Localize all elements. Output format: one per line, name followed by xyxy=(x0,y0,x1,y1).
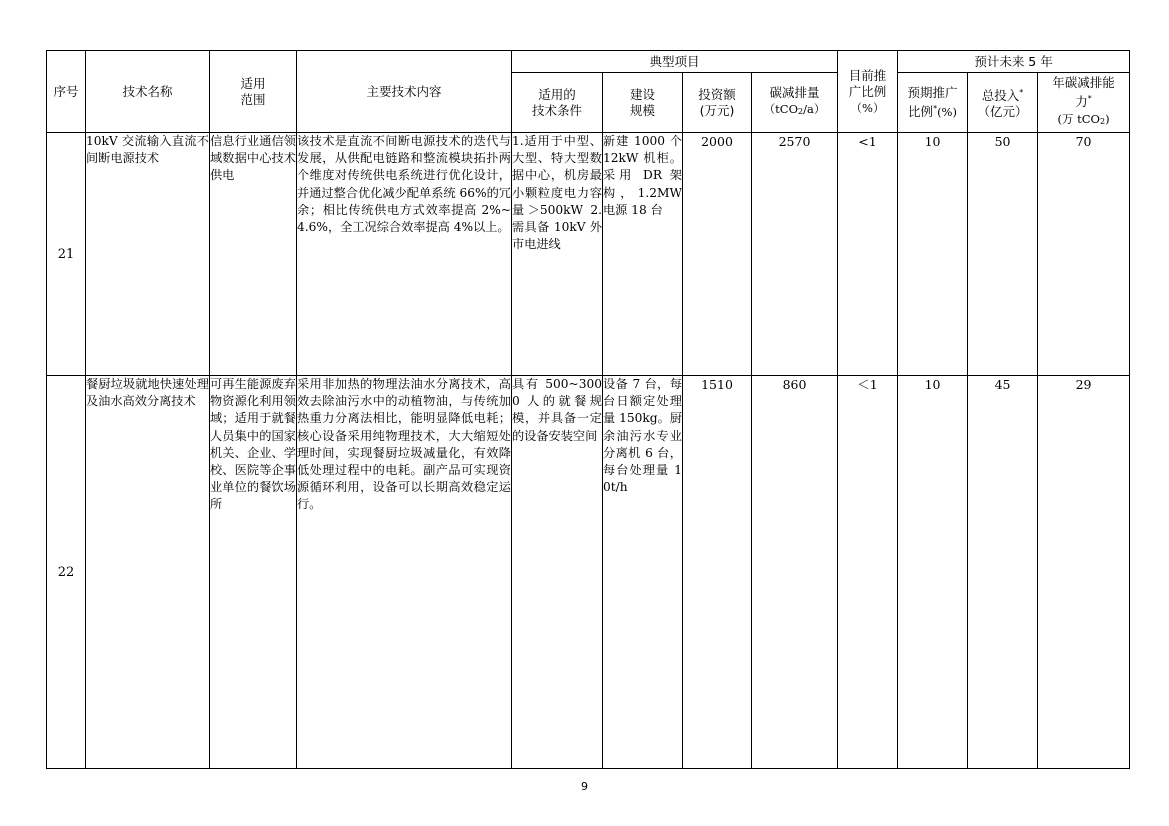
header-future: 预计未来 5 年 xyxy=(898,51,1130,73)
row-annual-reduction: 70 xyxy=(1038,133,1130,376)
row-current-ratio: ＜1 xyxy=(838,376,898,769)
row-total-investment: 50 xyxy=(968,133,1038,376)
header-carbon-line2: （tCO$_2$/a） xyxy=(763,102,826,116)
row-content: 采用非加热的物理法油水分离技术，高效去除油污水中的动植物油，与传统加热重力分离法相比，能明显降低电耗；核心设备采用纯物理技术，大大缩短处理时间，实现餐厨垃圾减量化，有效降低处理过程中的电耗。副产品可实现资源循环利用，设备可以长期高效稳定运行。 xyxy=(297,376,512,769)
table-row xyxy=(47,376,1130,769)
header-typical: 典型项目 xyxy=(512,51,838,73)
row-scale: 新建 1000 个 12kW 机柜。采用 DR 架构，1.2MW 电源 18 台 xyxy=(603,133,683,376)
header-current-line2: 广比例 xyxy=(848,83,887,99)
row-scale: 设备 7 台，每台日额定处理量 150kg。厨余油污水专业分离机 6 台，每台处理量 10t/h xyxy=(603,376,683,769)
header-investment xyxy=(683,73,752,133)
row-content: 该技术是直流不间断电源技术的迭代与发展，从供配电链路和整流模块拓扑两个维度对传统供电系统进行优化设计，并通过整合优化减少配单系统 66%的冗余；相比传统供电方式效率提高 2%~4.6%，全工况综合效率提高 4%以上。 xyxy=(297,133,512,376)
header-investment-line2: (万元) xyxy=(699,102,735,118)
header-scope-line2: 范围 xyxy=(240,91,266,107)
header-annual-line2: 力* xyxy=(1075,94,1092,110)
page-number: 9 xyxy=(581,780,588,793)
row-conditions: 1.适用于中型、大型、特大型数据中心，机房最小颗粒度电力容量＞500kW 2. 需具备 10kV 外市电进线 xyxy=(512,133,603,376)
header-carbon-line1: 碳减排量 xyxy=(769,85,820,100)
row-scope: 信息行业通信领域数据中心技术供电 xyxy=(210,133,297,376)
header-annual-line1: 年碳减排能 xyxy=(1052,75,1115,91)
row-investment: 1510 xyxy=(683,376,752,769)
row-expected-ratio: 10 xyxy=(898,133,968,376)
row-conditions: 具有 500~3000 人的就餐规模，并具备一定的设备安装空间 xyxy=(512,376,603,769)
row-carbon: 2570 xyxy=(752,133,838,376)
header-scale-line2: 规模 xyxy=(629,102,655,118)
header-expected-line2: 比例*(%) xyxy=(908,103,957,120)
header-investment-line1: 投资额 xyxy=(698,86,736,102)
row-investment: 2000 xyxy=(683,133,752,376)
header-expected-line1: 预期推广 xyxy=(907,84,958,100)
header-expected-ratio xyxy=(898,73,968,133)
header-current-line3: （%） xyxy=(850,100,885,115)
row-current-ratio: <1 xyxy=(838,133,898,376)
row-scope: 可再生能源废弃物资源化利用领域；适用于就餐人员集中的国家机关、企业、学校、医院等企事业单位的餐饮场所 xyxy=(210,376,297,769)
row-seq: 21 xyxy=(47,133,86,376)
row-carbon: 860 xyxy=(752,376,838,769)
header-row-1 xyxy=(47,51,1130,73)
header-carbon xyxy=(752,73,838,133)
header-total-line1: 总投入* xyxy=(981,87,1024,104)
row-expected-ratio: 10 xyxy=(898,376,968,769)
header-seq: 序号 xyxy=(47,51,86,133)
header-scale-line1: 建设 xyxy=(629,86,655,102)
row-tech-name: 餐厨垃圾就地快速处理及油水高效分离技术 xyxy=(86,376,210,769)
header-content: 主要技术内容 xyxy=(297,51,512,133)
header-conditions-line1: 适用的 xyxy=(538,86,576,102)
header-name: 技术名称 xyxy=(86,51,210,133)
header-scale xyxy=(603,73,683,133)
header-scope-line1: 适用 xyxy=(240,75,266,91)
header-annual-reduction xyxy=(1038,73,1130,133)
header-scope xyxy=(210,51,297,133)
header-conditions xyxy=(512,73,603,133)
row-seq: 22 xyxy=(47,376,86,769)
row-annual-reduction: 29 xyxy=(1038,376,1130,769)
header-annual-line3: (万 tCO$_2$) xyxy=(1057,111,1110,126)
row-tech-name: 10kV 交流输入直流不间断电源技术 xyxy=(86,133,210,376)
header-current-ratio xyxy=(838,51,898,133)
table-row xyxy=(47,133,1130,376)
header-total-line2: （亿元） xyxy=(977,104,1028,120)
header-current-line1: 目前推 xyxy=(848,67,887,83)
technology-table xyxy=(46,50,1130,769)
header-total-investment xyxy=(968,73,1038,133)
row-total-investment: 45 xyxy=(968,376,1038,769)
header-conditions-line2: 技术条件 xyxy=(531,102,582,118)
